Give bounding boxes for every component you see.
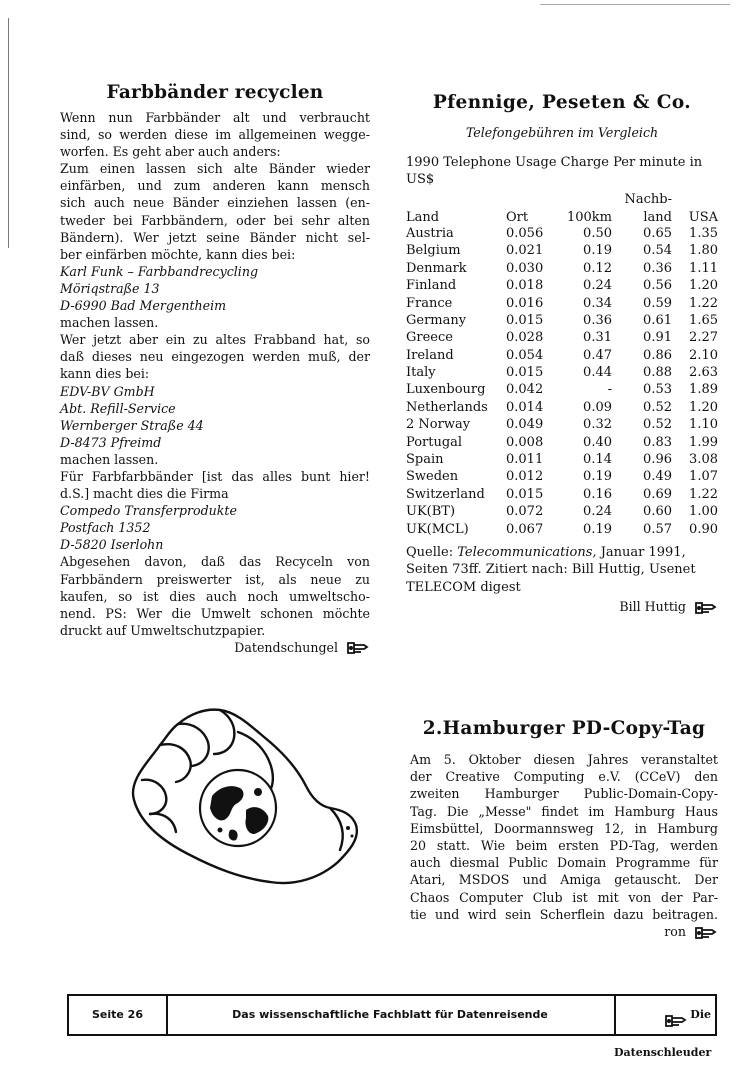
article-farbbaender: [60, 82, 370, 657]
cell-nachbland: 0.69: [643, 486, 672, 502]
table-row: [406, 242, 718, 259]
source-pages: Seiten 73ff. Zitiert nach: Bill Huttig, Usenet: [406, 562, 696, 578]
source-date: Januar 1991,: [600, 544, 686, 560]
cell-land: 2 Norway: [406, 417, 471, 433]
cell-100km: 0.40: [583, 434, 612, 450]
cell-land: Portugal: [406, 434, 463, 450]
cell-100km: 0.14: [583, 452, 612, 468]
cell-usa: 1.10: [689, 417, 718, 433]
cell-ort: 0.042: [506, 382, 544, 398]
cell-100km: 0.31: [583, 330, 612, 346]
cell-usa: 1.99: [689, 434, 718, 450]
table-row: [406, 451, 718, 468]
cell-usa: 1.22: [689, 486, 718, 502]
cell-land: Finland: [406, 278, 457, 294]
scan-edge-mark: [8, 18, 9, 248]
text-line: Chaos Computer Club ist mit von der Par-: [410, 889, 718, 905]
column-header-nachb-top: Nachb-: [624, 192, 672, 208]
cell-ort: 0.056: [506, 225, 544, 241]
column-header-usa: USA: [688, 209, 718, 225]
cell-100km: 0.32: [583, 417, 612, 433]
cell-land: Sweden: [406, 469, 459, 485]
column-header-land: Land: [406, 209, 440, 225]
cell-nachbland: 0.61: [643, 312, 672, 328]
source-digest: TELECOM digest: [406, 579, 521, 595]
text-line: Abgesehen davon, daß das Recyceln von: [60, 554, 370, 570]
address-line: EDV-BV GmbH: [60, 383, 155, 399]
text-line: Bändern). Wer jetzt seine Bänder nicht sel-: [60, 229, 370, 245]
publication-logo-text: Die Datenschleuder: [614, 1008, 712, 1059]
cell-100km: 0.19: [583, 469, 612, 485]
cell-nachbland: 0.88: [643, 365, 672, 381]
cell-100km: 0.36: [583, 312, 612, 328]
publication-logo: [614, 996, 715, 1059]
cell-land: Spain: [406, 452, 444, 468]
cell-ort: 0.014: [506, 399, 544, 415]
cell-nachbland: 0.96: [643, 452, 672, 468]
text-line: d.S.] macht dies die Firma: [60, 486, 229, 502]
cell-usa: 1.07: [689, 469, 718, 485]
cell-usa: 1.35: [689, 225, 718, 241]
cell-usa: 0.90: [689, 521, 718, 537]
text-line: Tag. Die „Messe" findet im Hamburg Haus: [410, 803, 718, 819]
address-line: Karl Funk – Farbbandrecycling: [60, 263, 259, 279]
cell-usa: 1.80: [689, 243, 718, 259]
cell-usa: 1.89: [689, 382, 718, 398]
table-row: [406, 503, 718, 520]
text-line: machen lassen.: [60, 315, 159, 331]
cell-nachbland: 0.49: [643, 469, 672, 485]
cell-nachbland: 0.57: [643, 521, 672, 537]
scan-edge-mark: [540, 4, 730, 5]
text-line: druckt auf Umweltschutzpapier.: [60, 622, 266, 638]
article-subtitle: Telefongebühren im Vergleich: [465, 125, 659, 140]
cell-ort: 0.054: [506, 347, 544, 363]
cell-nachbland: 0.83: [643, 434, 672, 450]
text-line: ber einfärben möchte, kann dies bei:: [60, 246, 296, 262]
cell-land: UK(BT): [406, 504, 456, 520]
cell-100km: 0.50: [583, 225, 612, 241]
text-line: sich auch neue Bänder einziehen lassen (en-: [60, 195, 370, 211]
table-row: [406, 260, 718, 277]
cell-usa: 2.10: [689, 347, 718, 363]
text-line: Am 5. Oktober diesen Jahres veranstaltet: [410, 752, 718, 767]
page-footer: [67, 994, 717, 1059]
cell-100km: -: [607, 382, 612, 398]
cell-usa: 3.08: [689, 452, 718, 468]
address-line: Abt. Refill-Service: [60, 400, 176, 416]
article-signature: [406, 598, 718, 616]
cell-usa: 1.20: [689, 278, 718, 294]
cell-land: Germany: [406, 312, 467, 328]
text-line: machen lassen.: [60, 451, 159, 467]
article-signature: [60, 639, 370, 657]
cell-ort: 0.067: [506, 521, 544, 537]
text-line: tie und wird sein Scherflein dazu beitragen.: [410, 906, 718, 922]
pointing-hand-icon: [694, 925, 718, 941]
cell-land: Netherlands: [406, 399, 488, 415]
table-row: [406, 312, 718, 329]
cell-ort: 0.015: [506, 365, 544, 381]
table-row: [406, 225, 718, 242]
text-line: Wer jetzt aber ein zu altes Frabband hat, so: [60, 332, 370, 348]
article-title: 2.Hamburger PD-Copy-Tag: [422, 718, 706, 739]
cell-ort: 0.028: [506, 330, 544, 346]
table-header-row: [406, 207, 718, 224]
charges-table: [406, 190, 718, 538]
cell-land: Austria: [406, 225, 454, 241]
cell-100km: 0.34: [583, 295, 612, 311]
cell-100km: 0.19: [583, 521, 612, 537]
cell-ort: 0.016: [506, 295, 544, 311]
text-line: worfen. Es geht aber auch anders:: [60, 144, 281, 160]
table-row: [406, 468, 718, 485]
cell-100km: 0.16: [583, 486, 612, 502]
cell-ort: 0.015: [506, 312, 544, 328]
cell-nachbland: 0.36: [643, 260, 672, 276]
pointing-hand-icon: [346, 640, 370, 656]
cell-land: Greece: [406, 330, 453, 346]
cell-ort: 0.021: [506, 243, 544, 259]
cell-usa: 1.00: [689, 504, 718, 520]
cell-usa: 1.65: [689, 312, 718, 328]
cell-usa: 2.27: [689, 330, 718, 346]
cell-ort: 0.018: [506, 278, 544, 294]
article-body: [60, 109, 370, 639]
text-line: nend. PS: Wer die Umwelt schonen möchte: [60, 605, 370, 621]
article-title: Farbbänder recyclen: [106, 82, 324, 103]
cell-usa: 1.20: [689, 399, 718, 415]
signature-text: Datendschungel: [234, 639, 338, 655]
cell-100km: 0.24: [583, 278, 612, 294]
column-header-ort: Ort: [506, 209, 529, 225]
address-line: D-5820 Iserlohn: [60, 537, 164, 553]
text-line: kaufen, so ist dies auch noch umweltscho-: [60, 588, 370, 604]
cell-nachbland: 0.52: [643, 417, 672, 433]
cell-100km: 0.19: [583, 243, 612, 259]
text-line: daß dieses neu eingezogen werden muß, der: [60, 349, 370, 365]
cell-ort: 0.011: [506, 452, 544, 468]
table-row: [406, 364, 718, 381]
column-header-100km: 100km: [566, 209, 612, 225]
cell-land: Belgium: [406, 243, 461, 259]
table-row: [406, 294, 718, 311]
cell-nachbland: 0.54: [643, 243, 672, 259]
cell-100km: 0.24: [583, 504, 612, 520]
table-row: [406, 277, 718, 294]
article-pd-copy-tag: [410, 718, 718, 941]
table-row: [406, 347, 718, 364]
table-row: [406, 416, 718, 433]
page-number: Seite 26: [69, 996, 168, 1034]
text-line: 20 statt. Wie beim ersten PD-Tag, werden: [410, 838, 718, 854]
signature-text: Bill Huttig: [619, 599, 686, 615]
footer-tagline: Das wissenschaftliche Fachblatt für Datenreisende: [166, 996, 616, 1034]
cell-nachbland: 0.65: [643, 225, 672, 241]
address-line: D-8473 Pfreimd: [60, 434, 162, 450]
text-line: Wenn nun Farbbänder alt und verbraucht: [60, 110, 370, 125]
cell-100km: 0.09: [583, 399, 612, 415]
cell-usa: 2.63: [689, 365, 718, 381]
text-line: einfärben, und zum anderen kann mensch: [60, 178, 370, 194]
article-body: [410, 751, 718, 923]
text-line: Für Farbfarbbänder [ist das alles bunt hier!: [60, 468, 370, 484]
text-line: Farbbändern preiswerter ist, als neue zu: [60, 571, 370, 587]
cell-usa: 1.11: [689, 260, 718, 276]
cell-nachbland: 0.59: [643, 295, 672, 311]
address-line: Compedo Transferprodukte: [60, 503, 237, 519]
cell-land: Switzerland: [406, 486, 485, 502]
text-line: tweder bei Farbbändern, oder bei sehr alten: [60, 212, 370, 228]
text-line: Eimsbüttel, Doormannsweg 12, in Hamburg: [410, 820, 718, 836]
text-line: auch diesmal Public Domain Programme für: [410, 855, 718, 871]
cell-100km: 0.44: [583, 365, 612, 381]
text-line: Zum einen lassen sich alte Bänder wieder: [60, 161, 370, 177]
cell-nachbland: 0.52: [643, 399, 672, 415]
source-publication: Telecommunications,: [457, 544, 597, 560]
cell-land: Ireland: [406, 347, 454, 363]
table-row: [406, 433, 718, 450]
table-row: [406, 520, 718, 537]
article-telefongebuehren: [406, 92, 718, 616]
cell-usa: 1.22: [689, 295, 718, 311]
cell-nachbland: 0.60: [643, 504, 672, 520]
table-row: [406, 486, 718, 503]
address-line: Wernberger Straße 44: [60, 417, 204, 433]
pointing-hand-icon: [694, 600, 718, 616]
hand-holding-globe-icon: [120, 700, 370, 910]
cell-ort: 0.049: [506, 417, 544, 433]
cell-land: France: [406, 295, 453, 311]
table-body: [406, 225, 718, 538]
column-header-nachbland: land: [643, 209, 672, 225]
text-line: der Creative Computing e.V. (CCeV) den: [410, 769, 718, 785]
cell-nachbland: 0.56: [643, 278, 672, 294]
table-row: [406, 381, 718, 398]
address-line: Möriqstraße 13: [60, 280, 160, 296]
table-row: [406, 329, 718, 346]
cell-land: UK(MCL): [406, 521, 469, 537]
cell-100km: 0.47: [583, 347, 612, 363]
pointing-hand-icon: [664, 1007, 688, 1023]
cell-100km: 0.12: [583, 260, 612, 276]
text-line: sind, so werden diese im allgemeinen wegge-: [60, 127, 370, 143]
cell-land: Italy: [406, 365, 436, 381]
cell-land: Denmark: [406, 260, 467, 276]
cell-ort: 0.008: [506, 434, 544, 450]
table-row: [406, 399, 718, 416]
source-label: Quelle:: [406, 544, 454, 560]
article-signature: [410, 923, 718, 941]
address-line: Postfach 1352: [60, 520, 151, 536]
source-note: [406, 544, 718, 597]
cell-nachbland: 0.86: [643, 347, 672, 363]
cell-nachbland: 0.91: [643, 330, 672, 346]
address-line: D-6990 Bad Mergentheim: [60, 298, 227, 314]
cell-ort: 0.030: [506, 260, 544, 276]
cell-nachbland: 0.53: [643, 382, 672, 398]
text-line: zweiten Hamburger Public-Domain-Copy-: [410, 786, 718, 802]
text-line: kann dies bei:: [60, 366, 150, 382]
cell-ort: 0.015: [506, 486, 544, 502]
signature-text: ron: [664, 924, 686, 940]
article-title: Pfennige, Peseten & Co.: [432, 92, 692, 113]
table-caption: 1990 Telephone Usage Charge Per minute in US$: [406, 155, 703, 187]
cell-land: Luxenbourg: [406, 382, 486, 398]
cell-ort: 0.072: [506, 504, 544, 520]
cell-ort: 0.012: [506, 469, 544, 485]
text-line: Atari, MSDOS und Amiga getauscht. Der: [410, 872, 718, 888]
table-header-row: [406, 190, 718, 207]
